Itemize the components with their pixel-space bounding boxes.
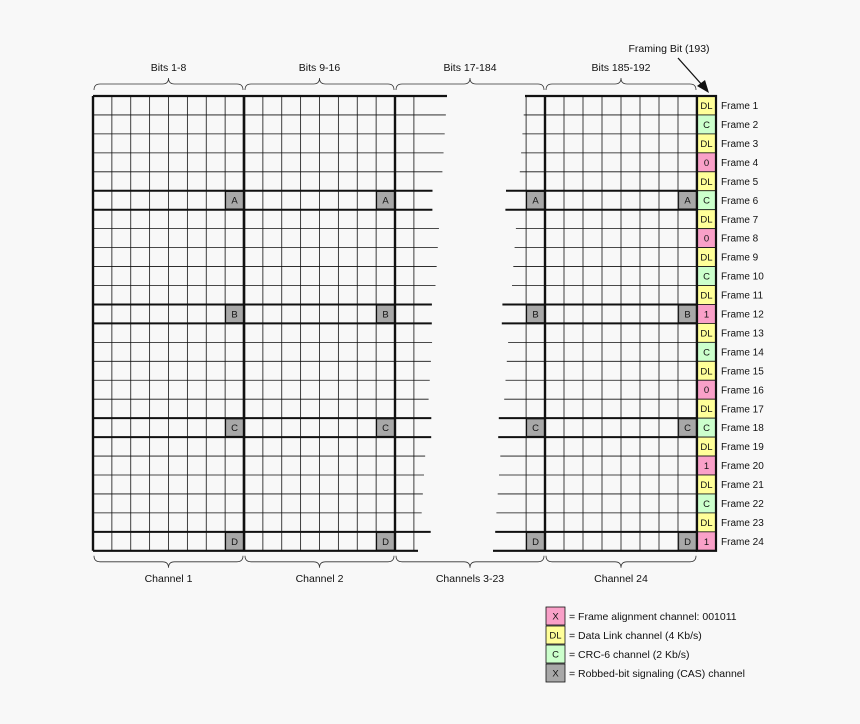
channel-label: Channels 3-23 <box>435 572 505 585</box>
bit-grid <box>93 96 697 551</box>
framing-bit-code: 0 <box>703 233 710 245</box>
frame-label: Frame 9 <box>721 252 759 264</box>
framing-bit-code: 0 <box>703 157 710 169</box>
framing-bit-code: C <box>703 498 710 510</box>
legend-key: DL <box>549 630 562 642</box>
frame-labels <box>721 101 764 548</box>
frame-label: Frame 22 <box>721 499 764 511</box>
legend-text: = Frame alignment channel: 001011 <box>569 611 737 623</box>
framing-bit-column <box>697 96 716 551</box>
robbed-bit-label: A <box>382 195 389 207</box>
brace <box>546 556 696 568</box>
framing-bit-code: C <box>703 119 710 131</box>
legend <box>546 607 745 682</box>
robbed-bit-label: C <box>684 423 691 435</box>
framing-bit-code: C <box>703 347 710 359</box>
brace <box>396 556 544 568</box>
framing-bit-code: 0 <box>703 385 710 397</box>
framing-bit-code: DL <box>700 442 713 454</box>
frame-label: Frame 12 <box>721 309 764 321</box>
robbed-bit-label: D <box>231 536 238 548</box>
frame-label: Frame 10 <box>721 271 764 283</box>
brace <box>245 78 394 90</box>
frame-label: Frame 14 <box>721 347 764 359</box>
robbed-bit-label: B <box>684 309 691 321</box>
framing-bit-code: DL <box>700 517 713 529</box>
brace <box>245 556 394 568</box>
framing-bit-code: DL <box>700 290 713 302</box>
channel-label: Channel 2 <box>295 572 344 585</box>
frame-label: Frame 15 <box>721 366 764 378</box>
frame-label: Frame 4 <box>721 157 759 169</box>
brace <box>396 78 544 90</box>
framing-bit-code: DL <box>700 252 713 264</box>
framing-bit-title: Framing Bit (193) <box>628 43 710 55</box>
frame-label: Frame 8 <box>721 233 759 245</box>
legend-text: = Data Link channel (4 Kb/s) <box>569 630 702 642</box>
robbed-bit-label: B <box>532 309 539 321</box>
framing-bit-code: DL <box>700 404 713 416</box>
framing-bit-code: C <box>703 271 710 283</box>
frame-label: Frame 11 <box>721 290 764 302</box>
frame-label: Frame 1 <box>721 101 759 113</box>
frame-label: Frame 20 <box>721 461 764 473</box>
robbed-bit-label: C <box>532 423 539 435</box>
frame-label: Frame 3 <box>721 138 759 150</box>
framing-bit-code: DL <box>700 328 713 340</box>
framing-bit-code: 1 <box>703 309 710 321</box>
callout-line <box>678 58 703 86</box>
framing-bit-code: DL <box>700 479 713 491</box>
legend-text: = Robbed-bit signaling (CAS) channel <box>569 668 745 680</box>
channel-label: Channel 1 <box>144 572 193 585</box>
framing-bit-code: 1 <box>703 536 710 548</box>
framing-bit-code: C <box>703 423 710 435</box>
frame-label: Frame 2 <box>721 120 759 132</box>
robbed-bit-label: D <box>684 536 691 548</box>
framing-bit-code: 1 <box>703 461 710 473</box>
frame-label: Frame 23 <box>721 517 764 529</box>
robbed-bit-label: A <box>532 195 539 207</box>
frame-label: Frame 19 <box>721 442 764 454</box>
frame-label: Frame 5 <box>721 176 759 188</box>
framing-bit-code: DL <box>700 138 713 150</box>
legend-key: C <box>552 649 559 661</box>
framing-bit-code: C <box>703 195 710 207</box>
frame-label: Frame 17 <box>721 404 764 416</box>
framing-bit-code: DL <box>700 100 713 112</box>
frame-label: Frame 16 <box>721 385 764 397</box>
robbed-bit-label: A <box>684 195 691 207</box>
channel-label: Channel 24 <box>594 572 648 585</box>
framing-bit-code: DL <box>700 214 713 226</box>
bit-group-label: Bits 1-8 <box>150 62 187 74</box>
legend-key: X <box>552 668 559 680</box>
bit-group-label: Bits 9-16 <box>298 62 341 74</box>
robbed-bit-label: A <box>231 195 238 207</box>
frame-label: Frame 6 <box>721 195 759 207</box>
legend-key: X <box>552 611 559 623</box>
brace <box>94 78 243 90</box>
robbed-bit-label: C <box>231 423 238 435</box>
bit-group-label: Bits 17-184 <box>443 62 497 74</box>
robbed-bit-label: B <box>382 309 389 321</box>
frame-label: Frame 7 <box>721 214 759 226</box>
robbed-bit-label: B <box>231 309 238 321</box>
framing-bit-code: DL <box>700 176 713 188</box>
bit-group-label: Bits 185-192 <box>591 62 651 74</box>
framing-bit-code: DL <box>700 366 713 378</box>
frame-label: Frame 24 <box>721 536 764 548</box>
robbed-bit-cells <box>226 192 697 550</box>
legend-text: = CRC-6 channel (2 Kb/s) <box>569 649 690 661</box>
frame-label: Frame 18 <box>721 423 764 435</box>
frame-label: Frame 13 <box>721 328 764 340</box>
brace <box>546 78 696 90</box>
frame-label: Frame 21 <box>721 480 764 492</box>
brace <box>94 556 243 568</box>
robbed-bit-label: D <box>532 536 539 548</box>
robbed-bit-label: D <box>382 536 389 548</box>
robbed-bit-label: C <box>382 423 389 435</box>
